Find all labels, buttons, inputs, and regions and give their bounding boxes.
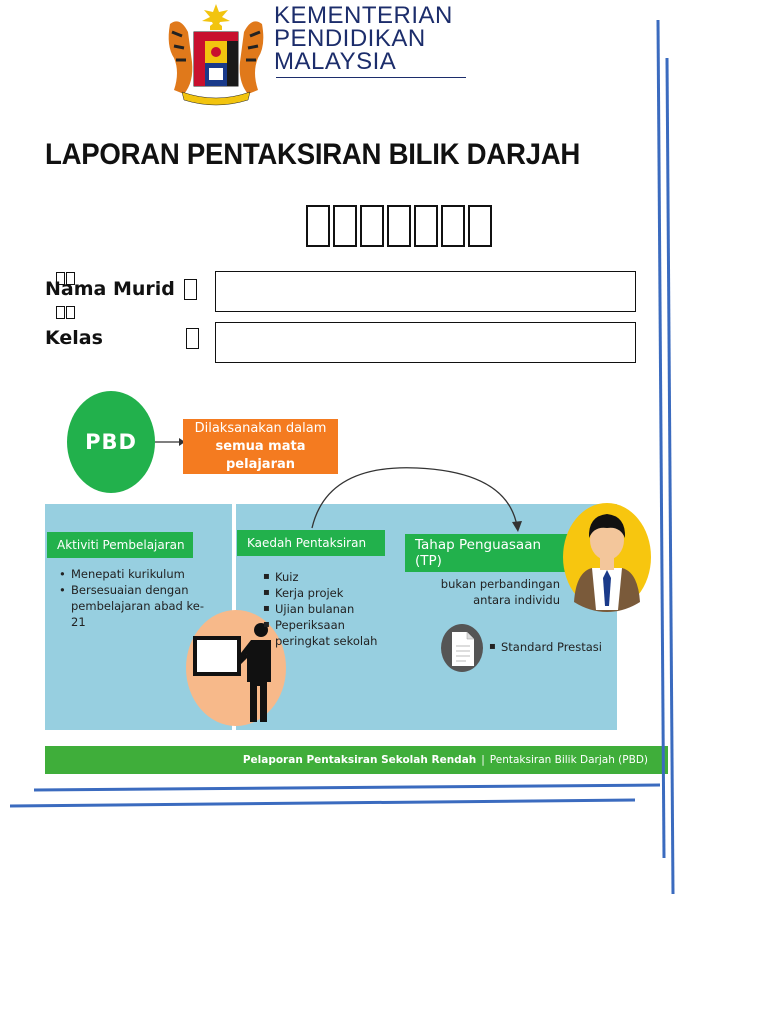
footer-normal-text: Pentaksiran Bilik Darjah (PBD)	[489, 754, 648, 766]
ministry-name	[274, 4, 474, 73]
orange-line2: semua mata pelajaran	[215, 438, 306, 472]
pbd-infographic	[45, 388, 670, 780]
colon-glyph-2	[186, 328, 199, 349]
nama-murid-field[interactable]	[215, 271, 636, 312]
colon-glyph-1	[184, 279, 197, 300]
aktiviti-tab: Aktiviti Pembelajaran	[47, 532, 193, 558]
kelas-label: Kelas	[45, 327, 103, 349]
document-title: LAPORAN PENTAKSIRAN BILIK DARJAH	[45, 138, 581, 171]
tahap-note	[425, 576, 560, 608]
nama-murid-label: Nama Murid	[45, 278, 175, 300]
aktiviti-item-1: • Menepati kurikulum	[57, 566, 207, 582]
infographic-footer	[45, 746, 668, 774]
tiny-glyphs-2	[56, 306, 76, 324]
ministry-line2: PENDIDIKAN	[274, 25, 426, 52]
tahap-note-line2: antara individu	[473, 593, 560, 607]
kaedah-list	[261, 569, 401, 649]
document-icon	[441, 624, 483, 672]
kaedah-item-4: ▪ Peperiksaan peringkat sekolah	[261, 617, 401, 649]
kelas-field[interactable]	[215, 322, 636, 363]
tahap-note-line1: bukan perbandingan	[440, 577, 560, 591]
pbd-circle: PBD	[67, 391, 155, 493]
orange-line1: Dilaksanakan dalam	[194, 420, 327, 436]
aktiviti-item-2: • Bersesuaian dengan pembelajaran abad ke-21	[57, 582, 207, 630]
ministry-line1: KEMENTERIAN	[274, 2, 453, 29]
standard-prestasi-item: ▪ Standard Prestasi	[487, 639, 607, 655]
footer-separator: |	[481, 754, 485, 766]
tahap-tab: Tahap Penguasaan (TP)	[405, 534, 570, 572]
malaysia-crest-icon	[162, 2, 270, 106]
kaedah-item-2: ▪ Kerja projek	[261, 585, 401, 601]
missing-glyph-row	[306, 205, 492, 247]
footer-bold-text: Pelaporan Pentaksiran Sekolah Rendah	[242, 754, 477, 766]
kaedah-item-1: ▪ Kuiz	[261, 569, 401, 585]
arrow-right-icon	[155, 436, 185, 448]
tahap-list	[487, 639, 607, 655]
ministry-line3: MALAYSIA	[274, 48, 397, 75]
ministry-underline	[276, 77, 466, 78]
kaedah-tab: Kaedah Pentaksiran	[237, 530, 385, 556]
curved-arrow-icon	[307, 464, 527, 534]
student-avatar-icon	[562, 502, 652, 612]
kaedah-item-3: ▪ Ujian bulanan	[261, 601, 401, 617]
